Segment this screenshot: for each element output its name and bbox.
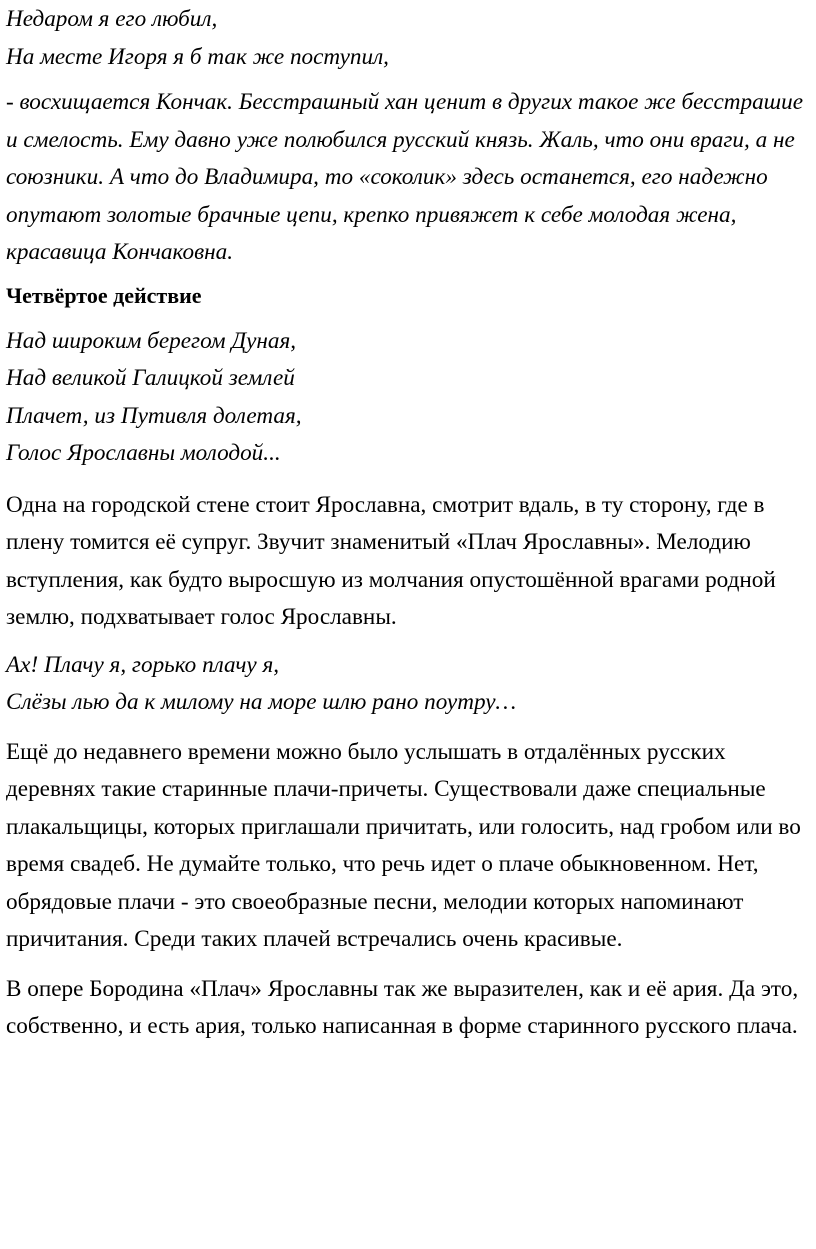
- paragraph-yaroslavna: Одна на городской стене стоит Ярославна, смотрит вдаль, в ту сторону, где в плену томится её супруг. Звучит знаменитый «Плач Ярославны». Мелодию вступления, как будто выросшую из молчания опустошённой врагами родной землю, подхватывает голос Ярославны.: [6, 491, 776, 630]
- verse-line: Слёзы лью да к милому на море шлю рано поутру…: [6, 689, 517, 715]
- verse-stanza-dunay: [6, 323, 816, 473]
- verse-line: На месте Игоря я б так же поступил,: [6, 43, 389, 70]
- paragraph-kontchak: - восхищается Кончак. Бесстрашный хан ценит в других такое же бесстрашие и смелость. Ему давно уже полюбился русский князь. Жаль, что они враги, а не союзники. А что до Владимира, то «соколик» здесь останется, его надежно опутают золотые брачные цепи, крепко привяжет к себе молодая жена, красавица Кончаковна.: [6, 89, 804, 265]
- verse-line: Ах! Плачу я, горько плачу я,: [6, 651, 280, 678]
- verse-line: Над великой Галицкой землей: [6, 365, 295, 391]
- verse-stanza-kontchak: [6, 0, 816, 76]
- paragraph-plachi: Ещё до недавнего времени можно было услышать в отдалённых русских деревнях такие старинные плачи-причеты. Существовали даже специальные плакальщицы, которых приглашали причитать, или голосить, над гробом или во время свадеб. Не думайте только, что речь идет о плаче обыкновенном. Нет, обрядовые плачи - это своеобразные песни, мелодии которых напоминают причитания. Среди таких плачей встречались очень красивые.: [6, 738, 801, 952]
- verse-stanza-plach: [6, 647, 816, 722]
- verse-line: Плачет, из Путивля долетая,: [6, 402, 302, 429]
- section-heading: Четвёртое действие: [6, 282, 202, 308]
- paragraph-opera: В опере Бородина «Плач» Ярославны так же выразителен, как и её ария. Да это, собственно, и есть ария, только написанная в форме старинного русского плача.: [6, 975, 799, 1039]
- verse-line: Над широким берегом Дуная,: [6, 327, 297, 354]
- verse-line: Голос Ярославны молодой...: [6, 440, 281, 466]
- verse-line: Недаром я его любил,: [6, 6, 218, 32]
